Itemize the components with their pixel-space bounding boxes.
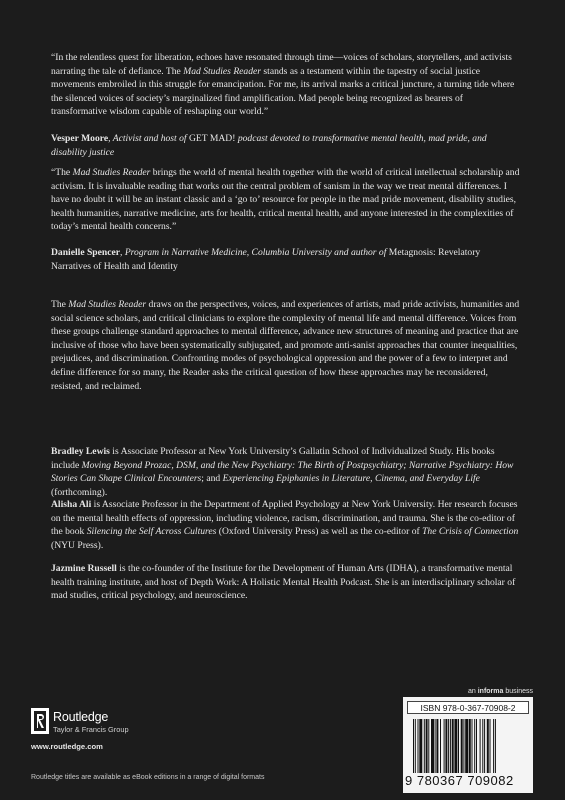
book-title: Moving Beyond Prozac, DSM, and the New Psychiatry: The Birth of Postpsychiatry; Narrative Psychiatry: How Stories Can Shape Clinical Encounters [51,459,514,485]
quote-text: stands as a testament within the tapestry of social justice movements embroiled in this struggle for emancipation. For me, its arrival marks a critical juncture, a turning tide where the silenced voices of society’s marginalized find amplification. Mad people being recognized as bearers of transformative wisdom capable of reshaping our world.” [51,65,515,118]
book-title: Silencing the Self Across Cultures [86,526,217,538]
barcode-stripe [448,719,449,773]
barcode-stripe [415,719,416,773]
barcode-stripe [419,719,422,773]
barcode-stripe [458,719,459,773]
bio-text: (NYU Press). [51,539,104,551]
isbn-number: ISBN 978-0-367-70908-2 [407,701,529,714]
barcode-stripe [428,719,429,773]
barcode-stripe [476,719,477,773]
endorser-book: Metagnosis: Revelatory Narratives of Health and Identity [51,247,481,272]
barcode-stripe [426,719,428,773]
editor-name: Alisha Ali [51,499,92,510]
publisher-group: Taylor & Francis Group [53,725,129,734]
barcode-icon [413,719,527,773]
barcode-stripe [440,719,441,773]
book-title: Mad Studies Reader [72,167,151,178]
endorsement-quote-2 [51,166,521,234]
barcode-stripe [487,719,489,773]
book-title: Experiencing Epiphanies in Literature, Cinema, and Everyday Life [222,473,480,485]
barcode-stripe [445,719,447,773]
barcode-stripe [484,719,485,773]
barcode-stripe [490,719,491,773]
barcode-stripe [493,719,494,773]
barcode-stripe [424,719,425,773]
endorser-role: , Program in Narrative Medicine, Columbia University and author of [120,247,389,258]
editor-bio-lewis [51,445,521,499]
book-description [51,298,521,393]
routledge-logo-icon [31,708,49,734]
barcode-stripe [465,719,468,773]
endorsement-quote-1 [51,51,521,119]
endorser-role: , Activist and host of [108,133,189,144]
barcode-stripe [480,719,481,773]
barcode-stripe [495,719,496,773]
barcode-stripe [435,719,436,773]
barcode-stripe [482,719,483,773]
barcode-stripe [452,719,454,773]
podcast-name: GET MAD! [188,133,236,144]
bio-text: is the co-founder of the Institute for the Development of Human Arts (IDHA), a transformative mental health training institute, and host of Depth Work: A Holistic Mental Health Podcast. She is an interdisciplinary scholar of mad studies, critical psychology, and neuroscience. [51,563,516,602]
informa-suffix: business [503,688,533,695]
barcode-stripe [444,719,445,773]
barcode-panel [403,697,533,793]
bio-text: is Associate Professor in the Department of Applied Psychology at New York University. Her research focuses on the mental health effects of oppression, including violence, racism, discrimination, and trauma. She is the co-editor of the book [51,499,518,538]
endorser-name: Danielle Spencer [51,247,121,258]
informa-brand: informa [477,688,504,695]
description-text: The [51,299,69,310]
endorsement-attribution-2 [51,246,521,273]
informa-tagline [468,688,533,695]
endorser-role: podcast devoted to transformative mental health, mad pride, and disability justice [51,133,487,158]
barcode-stripe [454,719,457,773]
bio-text: (Oxford University Press) as well as the co-editor of [216,526,423,538]
editor-name: Bradley Lewis [51,446,110,457]
bio-text: ; and [201,473,223,485]
barcode-stripe [431,719,434,773]
publisher-name: Routledge [53,710,109,724]
informa-prefix: an [468,688,478,695]
quote-text: “In the relentless quest for liberation, echoes have resonated through time—voices of scholars, storytellers, and activists narrating the tale of defiance. The [51,52,512,77]
barcode-stripe [469,719,471,773]
barcode-stripe [472,719,473,773]
publisher-url: www.routledge.com [31,742,103,751]
ebook-note: Routledge titles are available as eBook editions in a range of digital formats [31,774,265,781]
description-text: draws on the perspectives, voices, and experiences of artists, mad pride activists, humanities and social science scholars, and critical clinicians to explore the complexity of mental life and mental difference. Voices from these groups challenge standard approaches to mental difference, advance new structures of meaning and practice that are inclusive of those who have been systematically subjugated, and promote anti-sanist approaches that counter inequalities, prejudices, and discrimination. Confronting modes of psychological oppression and the power of a few to interpret and define difference for so many, the Reader asks the critical question of how these approaches may be reconsidered, resisted, and reclaimed. [51,299,520,392]
book-title: The Crisis of Connection [422,526,519,538]
editor-name: Jazmine Russell [51,563,117,574]
bio-text: (forthcoming). [51,486,108,498]
endorser-name: Vesper Moore [51,133,109,144]
barcode-stripe [474,719,475,773]
barcode-stripe [413,719,414,773]
barcode-digits: 9 780367 709082 [405,773,514,788]
book-title: Mad Studies Reader [68,299,147,310]
editor-bio-ali [51,498,521,552]
barcode-stripe [463,719,464,773]
book-title: Mad Studies Reader [183,65,262,77]
barcode-stripe [418,719,419,773]
endorsement-attribution-1 [51,132,521,159]
barcode-stripe [436,719,438,773]
barcode-stripe [450,719,451,773]
editor-bio-russell [51,562,521,603]
quote-text: “The [51,167,73,178]
bio-text: is Associate Professor at New York University’s Gallatin School of Individualized Study. His books include [51,446,495,471]
barcode-stripe [461,719,463,773]
quote-text: brings the world of mental health together with the world of critical intellectual scholarship and activism. It is invaluable reading that works out the central problem of sanism in the way we treat mental differences. I have no doubt it will be an instant classic and a ‘go to’ resource for people in the mad pride movement, disability studies, health humanities, narrative medicine, arts for health, critical mental health, and anyone interested in the complexities of today’s mental health concerns.” [51,167,520,233]
